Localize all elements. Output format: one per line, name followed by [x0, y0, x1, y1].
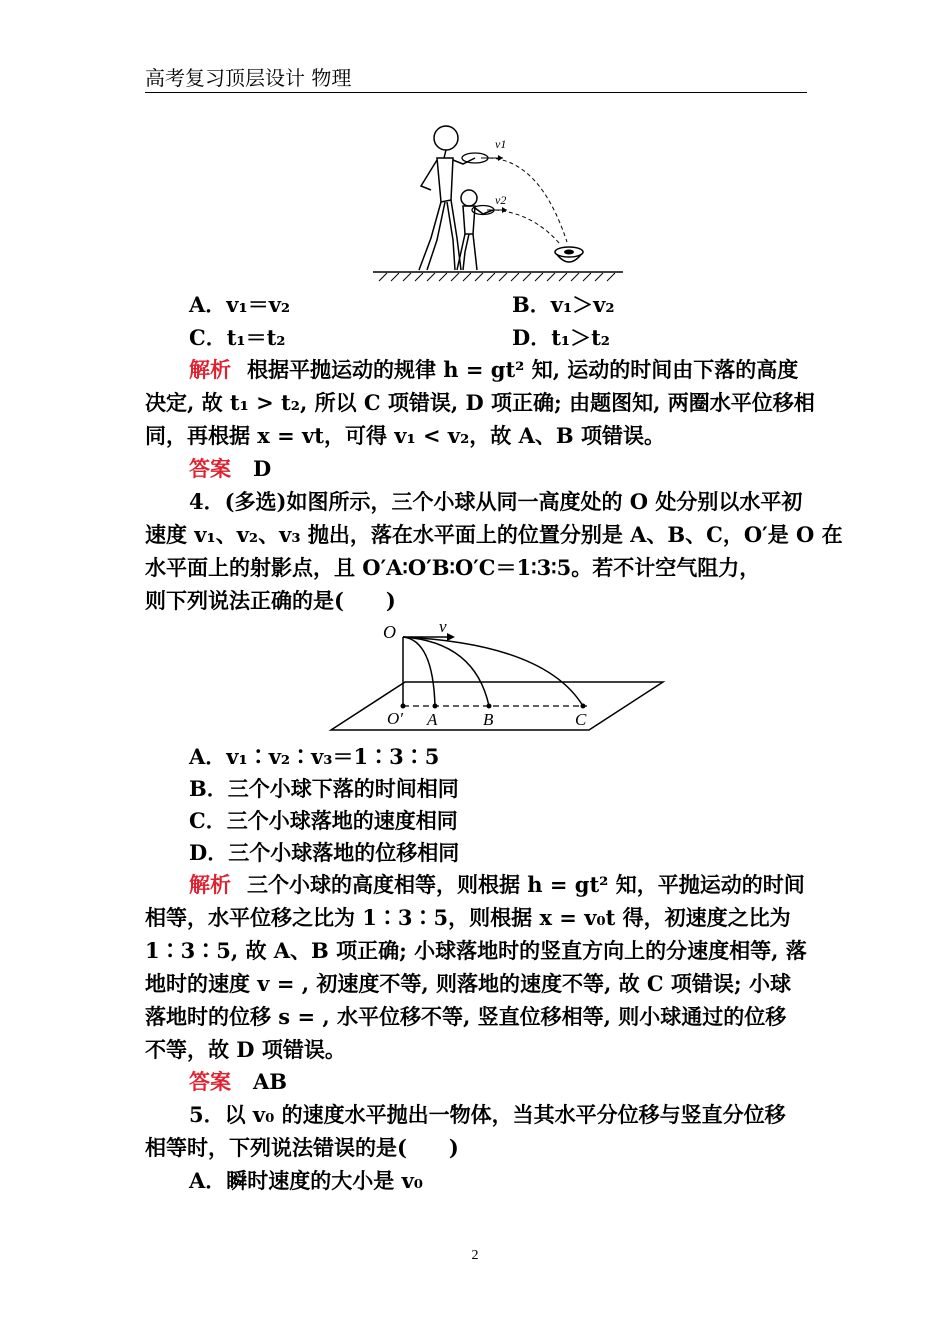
q4-stem-line-1: 4．(多选)如图所示，三个小球从同一高度处的 O 处分别以水平初	[189, 489, 803, 514]
q3-answer-label: 答案	[189, 456, 231, 481]
tall-person	[419, 126, 475, 270]
q3-analysis-line-1: 解析 根据平抛运动的规律 h = gt² 知, 运动的时间由下落的高度	[189, 357, 799, 382]
label-v: v	[439, 620, 447, 636]
q4-analysis-line-5: 落地时的位移 s = , 水平位移不等, 竖直位移相等, 则小球通过的位移	[145, 1004, 787, 1029]
figure-ring-toss	[365, 118, 630, 283]
q5-stem-line-1: 5．以 v₀ 的速度水平抛出一物体，当其水平分位移与竖直分位移	[189, 1102, 786, 1127]
label-o: O	[383, 622, 396, 642]
q4-option-b: B．三个小球下落的时间相同	[189, 776, 459, 801]
q5-option-a: A．瞬时速度的大小是 v₀	[189, 1168, 424, 1193]
q4-answer	[145, 1066, 807, 1098]
q3-option-b: B．v₁＞v₂	[512, 292, 615, 317]
point-c	[581, 704, 586, 709]
q3-option-c: C．t₁＝t₂	[189, 325, 286, 350]
q4-analysis-line-2: 相等，水平位移之比为 1∶3∶5，则根据 x = v₀t 得，初速度之比为	[145, 905, 791, 930]
label-c: C	[575, 710, 587, 729]
q3-answer-value: D	[253, 456, 272, 481]
q4-analysis-line-6: 不等，故 D 项错误。	[145, 1037, 346, 1062]
q4-answer-label: 答案	[189, 1069, 231, 1094]
q5-stem-line-2: 相等时，下列说法错误的是( )	[145, 1135, 459, 1160]
q4-stem-line-4: 则下列说法正确的是( )	[145, 588, 396, 613]
point-b	[487, 704, 492, 709]
q4-analysis-line-3: 1∶3∶5, 故 A、B 项正确; 小球落地时的竖直方向上的分速度相等, 落	[145, 938, 807, 963]
q4-analysis-label: 解析	[189, 872, 231, 897]
label-o-prime: O′	[387, 709, 403, 728]
q4-stem-line-2: 速度 v₁、v₂、v₃ 抛出，落在水平面上的位置分别是 A、B、C，O′是 O 在	[145, 522, 843, 547]
short-person	[457, 190, 493, 270]
q4-analysis-line-4: 地时的速度 v = , 初速度不等, 则落地的速度不等, 故 C 项错误; 小球	[145, 971, 791, 996]
label-a: A	[427, 710, 438, 729]
q3-option-d: D．t₁＞t₂	[512, 325, 611, 350]
label-v2: v2	[495, 193, 507, 207]
q4-option-c: C．三个小球落地的速度相同	[189, 808, 458, 833]
q3-option-a: A．v₁＝v₂	[189, 292, 291, 317]
header-title: 高考复习顶层设计 物理	[145, 66, 352, 90]
q4-option-a: A．v₁∶v₂∶v₃＝1∶3∶5	[189, 744, 440, 769]
q4-answer-value: AB	[253, 1069, 288, 1094]
q4-option-d: D．三个小球落地的位移相同	[189, 840, 460, 865]
point-o-prime	[401, 704, 406, 709]
label-b: B	[483, 710, 494, 729]
page-header	[145, 64, 807, 93]
label-v1: v1	[495, 137, 507, 151]
q4-stem-line-3: 水平面上的射影点，且 O′A∶O′B∶O′C＝1∶3∶5。若不计空气阻力，	[145, 555, 761, 580]
q3-answer	[145, 453, 807, 485]
q4-analysis-line-1: 解析 三个小球的高度相等，则根据 h = gt² 知，平抛运动的时间	[189, 872, 805, 897]
q3-analysis-line-3: 同，再根据 x = vt，可得 v₁ < v₂，故 A、B 项错误。	[145, 423, 665, 448]
q3-analysis-label: 解析	[189, 357, 231, 382]
figure-projectile-plane	[325, 620, 670, 735]
q3-analysis-line-2: 决定, 故 t₁ > t₂, 所以 C 项错误, D 项正确; 由题图知, 两圈水平位移相	[145, 390, 815, 415]
page-number: 2	[471, 1248, 479, 1263]
point-a	[433, 704, 438, 709]
